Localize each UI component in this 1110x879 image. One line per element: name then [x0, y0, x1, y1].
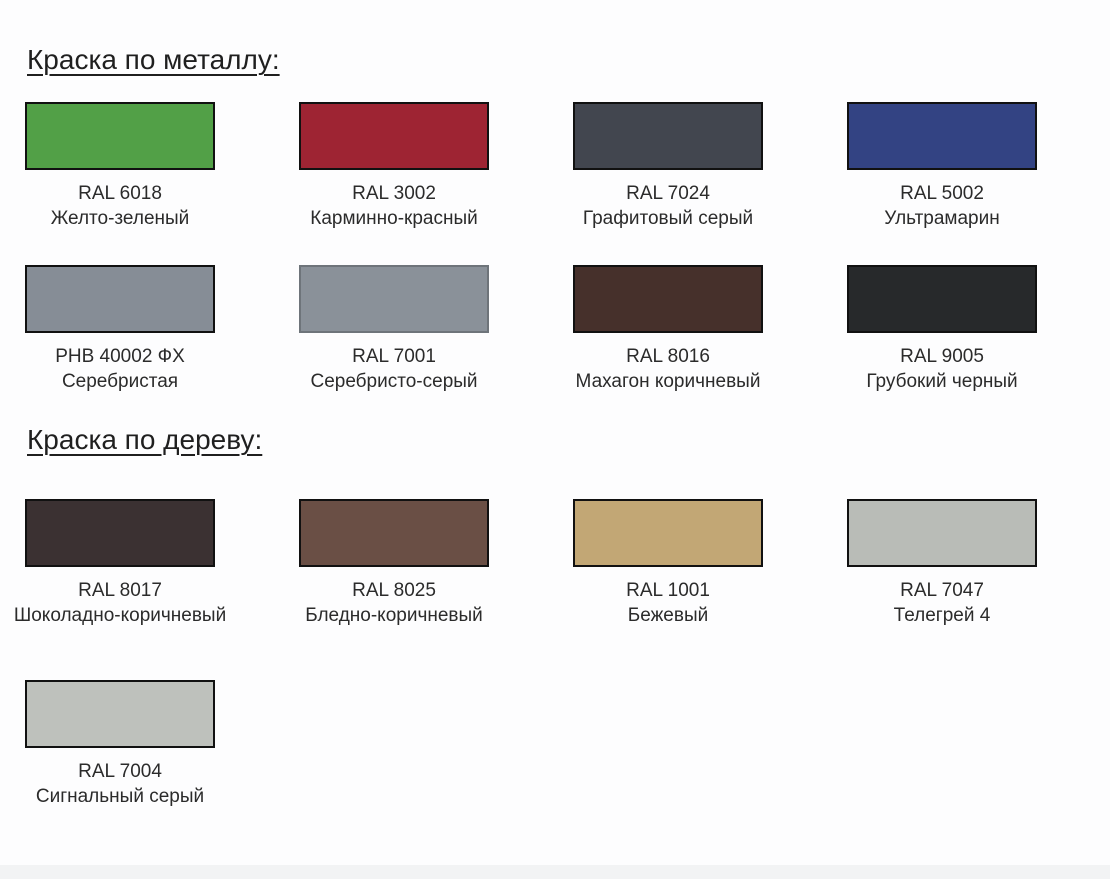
ral-code-label: RAL 7004 [78, 761, 162, 782]
color-name-label: Телегрей 4 [893, 605, 991, 626]
ral-code-label: RAL 5002 [900, 183, 984, 204]
section-title-metal-paint: Краска по металлу: [27, 44, 280, 75]
swatch-cell-rnv-40002 [25, 265, 215, 394]
color-name-label: Серебристая [61, 371, 179, 392]
color-name-label: Бежевый [627, 605, 709, 626]
color-name-label: Желто-зеленый [50, 208, 190, 229]
color-name-label: Махагон коричневый [575, 371, 761, 392]
swatch-cell-ral-7047 [847, 499, 1037, 628]
color-name-label: Грубокий черный [866, 371, 1018, 392]
swatch-row-wood-2 [25, 680, 1037, 809]
swatch-cell-ral-7004 [25, 680, 215, 809]
color-swatch [847, 499, 1037, 567]
page-bottom-band [0, 865, 1110, 879]
color-swatch [847, 265, 1037, 333]
swatch-cell-ral-9005 [847, 265, 1037, 394]
color-name-label: Ультрамарин [884, 208, 1000, 229]
swatch-cell-ral-3002 [299, 102, 489, 231]
swatch-row-metal-2 [25, 265, 1037, 394]
swatch-row-metal-1 [25, 102, 1037, 231]
swatch-row-wood-1 [13, 499, 1037, 628]
color-swatch [573, 265, 763, 333]
color-swatch [25, 499, 215, 567]
ral-code-label: RAL 7047 [900, 580, 984, 601]
color-name-label: Шоколадно-коричневый [13, 605, 227, 626]
swatch-cell-ral-8016 [573, 265, 763, 394]
swatch-cell-ral-7024 [573, 102, 763, 231]
section-title-wood-paint: Краска по дереву: [27, 424, 263, 455]
color-name-label: Графитовый серый [582, 208, 754, 229]
color-swatch [25, 680, 215, 748]
color-swatch [847, 102, 1037, 170]
ral-code-label: RAL 7001 [352, 346, 436, 367]
color-swatch [299, 499, 489, 567]
ral-code-label: RAL 7024 [626, 183, 710, 204]
color-swatch [573, 102, 763, 170]
ral-code-label: RAL 1001 [626, 580, 710, 601]
color-name-label: Сигнальный серый [35, 786, 205, 807]
color-swatch [573, 499, 763, 567]
color-swatch [299, 102, 489, 170]
swatch-cell-ral-5002 [847, 102, 1037, 231]
color-swatch [25, 265, 215, 333]
swatch-cell-ral-6018 [25, 102, 215, 231]
ral-code-label: RAL 9005 [900, 346, 984, 367]
color-name-label: Бледно-коричневый [305, 605, 483, 626]
ral-code-label: РНВ 40002 ФХ [55, 346, 185, 367]
color-name-label: Карминно-красный [310, 208, 478, 229]
color-swatch [25, 102, 215, 170]
color-swatch [299, 265, 489, 333]
swatch-cell-ral-1001 [573, 499, 763, 628]
color-name-label: Серебристо-серый [310, 371, 478, 392]
ral-code-label: RAL 8025 [352, 580, 436, 601]
ral-code-label: RAL 6018 [78, 183, 162, 204]
ral-code-label: RAL 8016 [626, 346, 710, 367]
swatch-cell-ral-7001 [299, 265, 489, 394]
ral-code-label: RAL 3002 [352, 183, 436, 204]
swatch-cell-ral-8025 [299, 499, 489, 628]
swatch-cell-ral-8017 [13, 499, 227, 628]
ral-code-label: RAL 8017 [78, 580, 162, 601]
